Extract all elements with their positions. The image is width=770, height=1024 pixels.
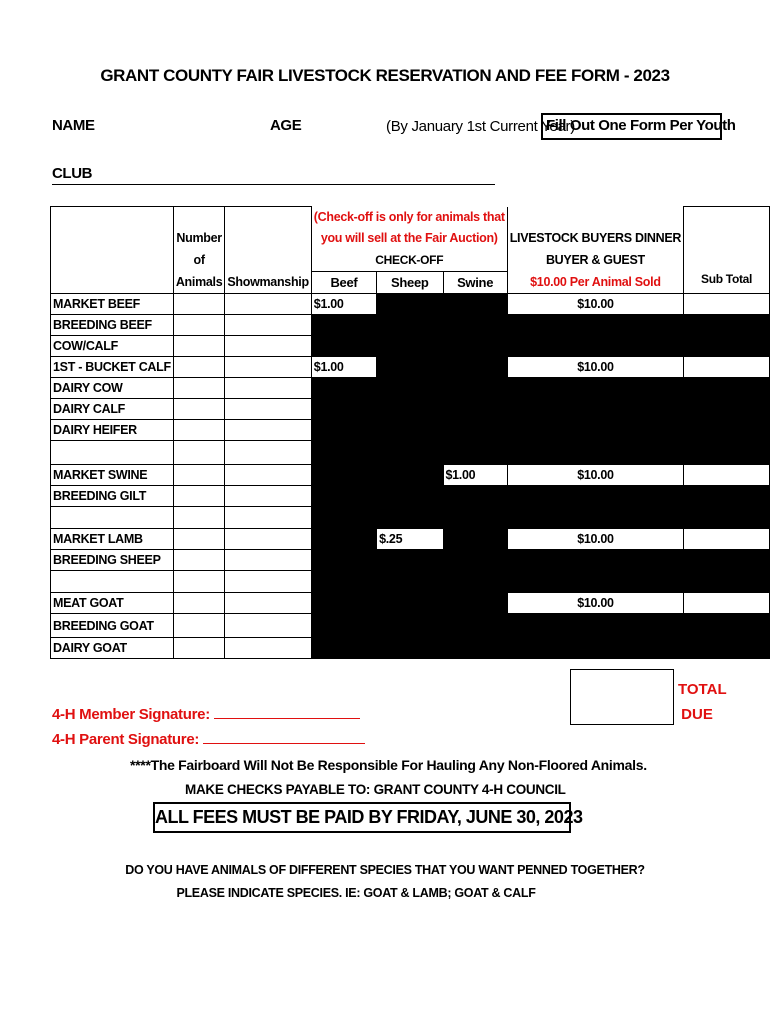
dinner-fee: $10.00 [507, 357, 683, 378]
row-label-dairy-cow: DAIRY COW [51, 378, 174, 399]
dinner-fee: $10.00 [507, 529, 683, 550]
age-label: AGE [270, 117, 302, 134]
row-label-dairy-goat: DAIRY GOAT [51, 638, 174, 659]
name-field[interactable] [92, 134, 262, 135]
beef-header: Beef [311, 272, 376, 294]
showmanship-input[interactable] [225, 357, 311, 378]
number-input[interactable] [173, 420, 225, 441]
checkoff-header: CHECK-OFF [311, 249, 507, 272]
parent-signature-row [52, 731, 365, 748]
hauling-note: ****The Fairboard Will Not Be Responsible For Hauling Any Non-Floored Animals. [130, 757, 647, 773]
showmanship-input[interactable] [225, 420, 311, 441]
total-due-label [678, 677, 727, 727]
row-label-meat-goat: MEAT GOAT [51, 593, 174, 614]
subtotal-header: Sub Total [684, 272, 770, 294]
dinner-header-3: $10.00 Per Animal Sold [507, 272, 683, 294]
livestock-table [50, 206, 770, 659]
number-input[interactable] [173, 465, 225, 486]
showmanship-input[interactable] [225, 336, 311, 357]
parent-signature-field[interactable] [203, 743, 365, 744]
row-label-breeding-goat: BREEDING GOAT [51, 614, 174, 638]
number-header-1: Number [173, 228, 225, 249]
number-input[interactable] [173, 336, 225, 357]
name-label: NAME [52, 117, 95, 134]
number-input[interactable] [173, 294, 225, 315]
row-label-cow-calf: COW/CALF [51, 336, 174, 357]
number-header-3: Animals [173, 272, 225, 294]
row-label-bucket-calf: 1ST - BUCKET CALF [51, 357, 174, 378]
club-label: CLUB [52, 165, 93, 182]
subtotal-input[interactable] [684, 593, 770, 614]
showmanship-input[interactable] [225, 294, 311, 315]
number-input[interactable] [173, 550, 225, 571]
total-label-line-1: TOTAL [678, 681, 727, 698]
per-youth-note: Fill Out One Form Per Youth [541, 113, 722, 140]
pen-instructions: PLEASE INDICATE SPECIES. IE: GOAT & LAMB; GOAT & CALF [176, 886, 536, 900]
dinner-header-2: BUYER & GUEST [507, 249, 683, 272]
number-input[interactable] [173, 593, 225, 614]
dinner-fee: $10.00 [507, 593, 683, 614]
checkoff-note-2: you will sell at the Fair Auction) [311, 228, 507, 249]
age-note: (By January 1st Current Year) [386, 118, 575, 135]
showmanship-input[interactable] [225, 399, 311, 420]
row-label-market-lamb: MARKET LAMB [51, 529, 174, 550]
number-input[interactable] [173, 378, 225, 399]
subtotal-input[interactable] [684, 465, 770, 486]
showmanship-input[interactable] [225, 550, 311, 571]
number-input[interactable] [173, 529, 225, 550]
swine-checkoff-fee: $1.00 [443, 465, 507, 486]
deadline-banner: ALL FEES MUST BE PAID BY FRIDAY, JUNE 30, 2023 [153, 802, 571, 833]
age-field[interactable] [298, 134, 378, 135]
row-label-market-swine: MARKET SWINE [51, 465, 174, 486]
dinner-fee: $10.00 [507, 465, 683, 486]
parent-signature-label: 4-H Parent Signature: [52, 731, 200, 748]
checks-note: MAKE CHECKS PAYABLE TO: GRANT COUNTY 4-H COUNCIL [185, 782, 566, 797]
total-label-line-2: DUE [681, 706, 713, 723]
beef-checkoff-fee: $1.00 [311, 294, 376, 315]
row-label-breeding-beef: BREEDING BEEF [51, 315, 174, 336]
number-input[interactable] [173, 399, 225, 420]
number-input[interactable] [173, 486, 225, 507]
showmanship-input[interactable] [225, 593, 311, 614]
subtotal-input[interactable] [684, 357, 770, 378]
row-label-breeding-gilt: BREEDING GILT [51, 486, 174, 507]
showmanship-input[interactable] [225, 486, 311, 507]
showmanship-input[interactable] [225, 638, 311, 659]
number-input[interactable] [173, 638, 225, 659]
row-label-breeding-sheep: BREEDING SHEEP [51, 550, 174, 571]
row-label-dairy-heifer: DAIRY HEIFER [51, 420, 174, 441]
number-input[interactable] [173, 614, 225, 638]
subtotal-input[interactable] [684, 529, 770, 550]
number-header-2: of [173, 249, 225, 272]
showmanship-input[interactable] [225, 378, 311, 399]
number-input[interactable] [173, 357, 225, 378]
checkoff-note-1: (Check-off is only for animals that [311, 207, 507, 228]
showmanship-header: Showmanship [225, 272, 311, 294]
showmanship-input[interactable] [225, 614, 311, 638]
club-field[interactable] [52, 184, 495, 185]
form-title: GRANT COUNTY FAIR LIVESTOCK RESERVATION AND FEE FORM - 2023 [100, 66, 670, 85]
pen-question: DO YOU HAVE ANIMALS OF DIFFERENT SPECIES THAT YOU WANT PENNED TOGETHER? [125, 863, 645, 877]
showmanship-input[interactable] [225, 529, 311, 550]
member-signature-field[interactable] [214, 718, 360, 719]
sheep-checkoff-fee: $.25 [377, 529, 443, 550]
number-input[interactable] [173, 315, 225, 336]
subtotal-input[interactable] [684, 294, 770, 315]
member-signature-row [52, 706, 360, 723]
row-label-dairy-calf: DAIRY CALF [51, 399, 174, 420]
swine-header: Swine [443, 272, 507, 294]
total-due-field[interactable] [570, 669, 674, 725]
dinner-header-1: LIVESTOCK BUYERS DINNER [507, 228, 683, 249]
dinner-fee: $10.00 [507, 294, 683, 315]
showmanship-input[interactable] [225, 465, 311, 486]
showmanship-input[interactable] [225, 315, 311, 336]
beef-checkoff-fee: $1.00 [311, 357, 376, 378]
member-signature-label: 4-H Member Signature: [52, 706, 210, 723]
row-label-market-beef: MARKET BEEF [51, 294, 174, 315]
sheep-header: Sheep [377, 272, 443, 294]
